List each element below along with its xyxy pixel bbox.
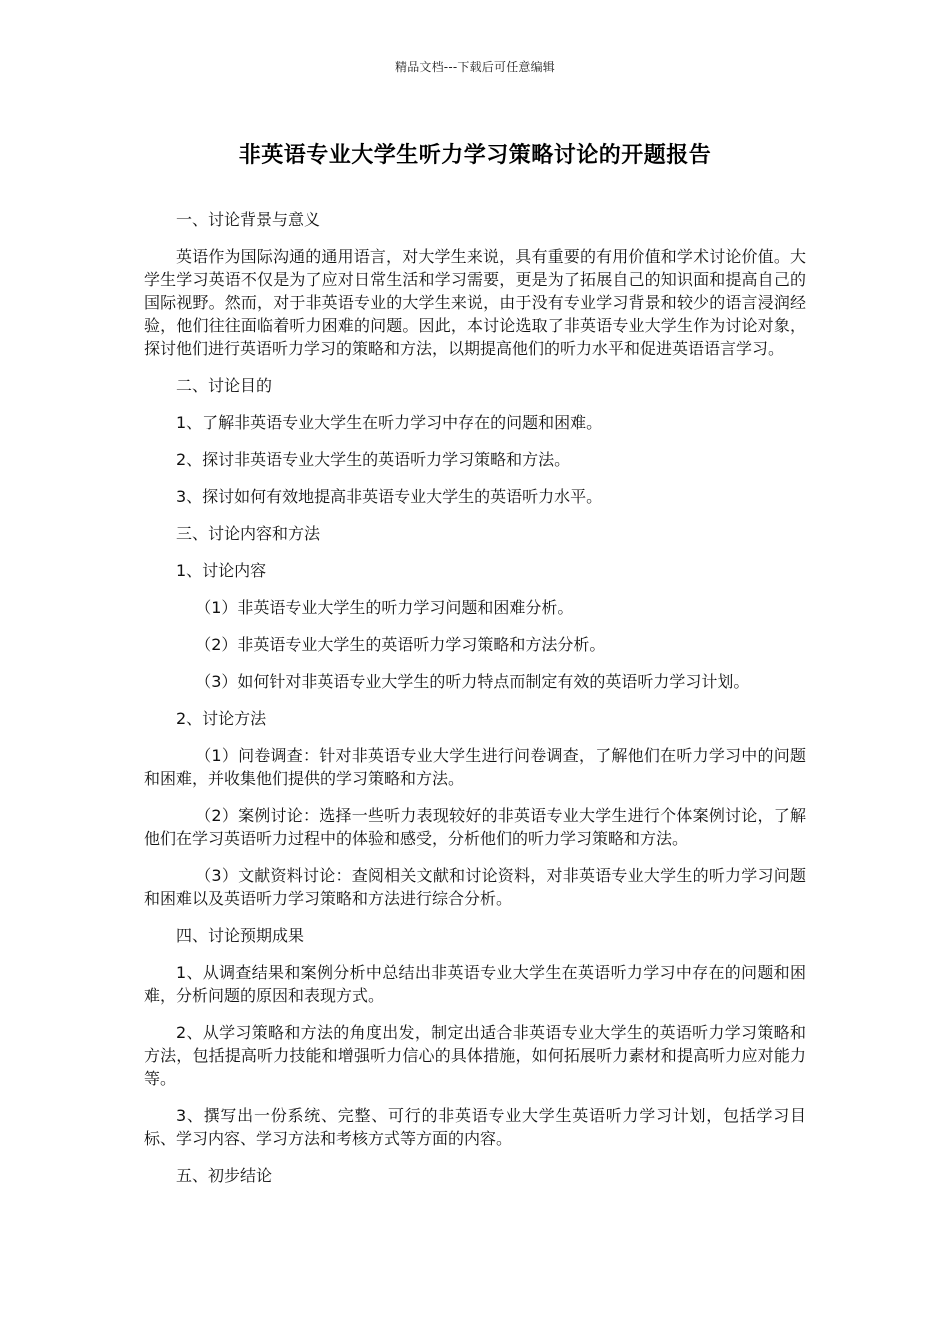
list-item: （3）如何针对非英语专业大学生的听力特点而制定有效的英语听力学习计划。 <box>195 672 750 691</box>
list-item: 2、探讨非英语专业大学生的英语听力学习策略和方法。 <box>176 450 571 469</box>
subsection-heading: 2、讨论方法 <box>176 709 267 728</box>
section-heading: 三、讨论内容和方法 <box>176 524 321 543</box>
list-item: 1、从调查结果和案例分析中总结出非英语专业大学生在英语听力学习中存在的问题和困难，分析问题的原因和表现方式。 <box>144 963 806 1005</box>
section-heading: 二、讨论目的 <box>176 376 273 395</box>
list-item: （2）案例讨论：选择一些听力表现较好的非英语专业大学生进行个体案例讨论，了解他们在学习英语听力过程中的体验和感受，分析他们的听力学习策略和方法。 <box>144 806 806 848</box>
document-title: 非英语专业大学生听力学习策略讨论的开题报告 <box>238 143 712 168</box>
list-item: 1、了解非英语专业大学生在听力学习中存在的问题和困难。 <box>176 413 603 432</box>
list-item: （3）文献资料讨论：查阅相关文献和讨论资料，对非英语专业大学生的听力学习问题和困难以及英语听力学习策略和方法进行综合分析。 <box>144 866 806 908</box>
body-paragraph: 英语作为国际沟通的通用语言，对大学生来说，具有重要的有用价值和学术讨论价值。大学生学习英语不仅是为了应对日常生活和学习需要，更是为了拓展自己的知识面和提高自己的国际视野。然而，对于非英语专业的大学生来说，由于没有专业学习背景和较少的语言浸润经验，他们往往面临着听力困难的问题。因此，本讨论选取了非英语专业大学生作为讨论对象，探讨他们进行英语听力学习的策略和方法，以期提高他们的听力水平和促进英语语言学习。 <box>144 247 806 358</box>
list-item: 3、撰写出一份系统、完整、可行的非英语专业大学生英语听力学习计划，包括学习目标、学习内容、学习方法和考核方式等方面的内容。 <box>144 1106 806 1148</box>
section-heading: 一、讨论背景与意义 <box>176 210 321 229</box>
list-item: 2、从学习策略和方法的角度出发，制定出适合非英语专业大学生的英语听力学习策略和方法，包括提高听力技能和增强听力信心的具体措施，如何拓展听力素材和提高听力应对能力等。 <box>144 1023 806 1088</box>
list-item: （1）问卷调查：针对非英语专业大学生进行问卷调查，了解他们在听力学习中的问题和困难，并收集他们提供的学习策略和方法。 <box>144 746 806 788</box>
list-item: （1）非英语专业大学生的听力学习问题和困难分析。 <box>195 598 574 617</box>
list-item: （2）非英语专业大学生的英语听力学习策略和方法分析。 <box>195 635 606 654</box>
section-heading: 四、讨论预期成果 <box>176 926 305 945</box>
section-heading: 五、初步结论 <box>176 1166 273 1185</box>
page-header: 精品文档---下载后可任意编辑 <box>395 60 555 74</box>
list-item: 3、探讨如何有效地提高非英语专业大学生的英语听力水平。 <box>176 487 603 506</box>
subsection-heading: 1、讨论内容 <box>176 561 267 580</box>
document-body <box>144 208 806 1201</box>
